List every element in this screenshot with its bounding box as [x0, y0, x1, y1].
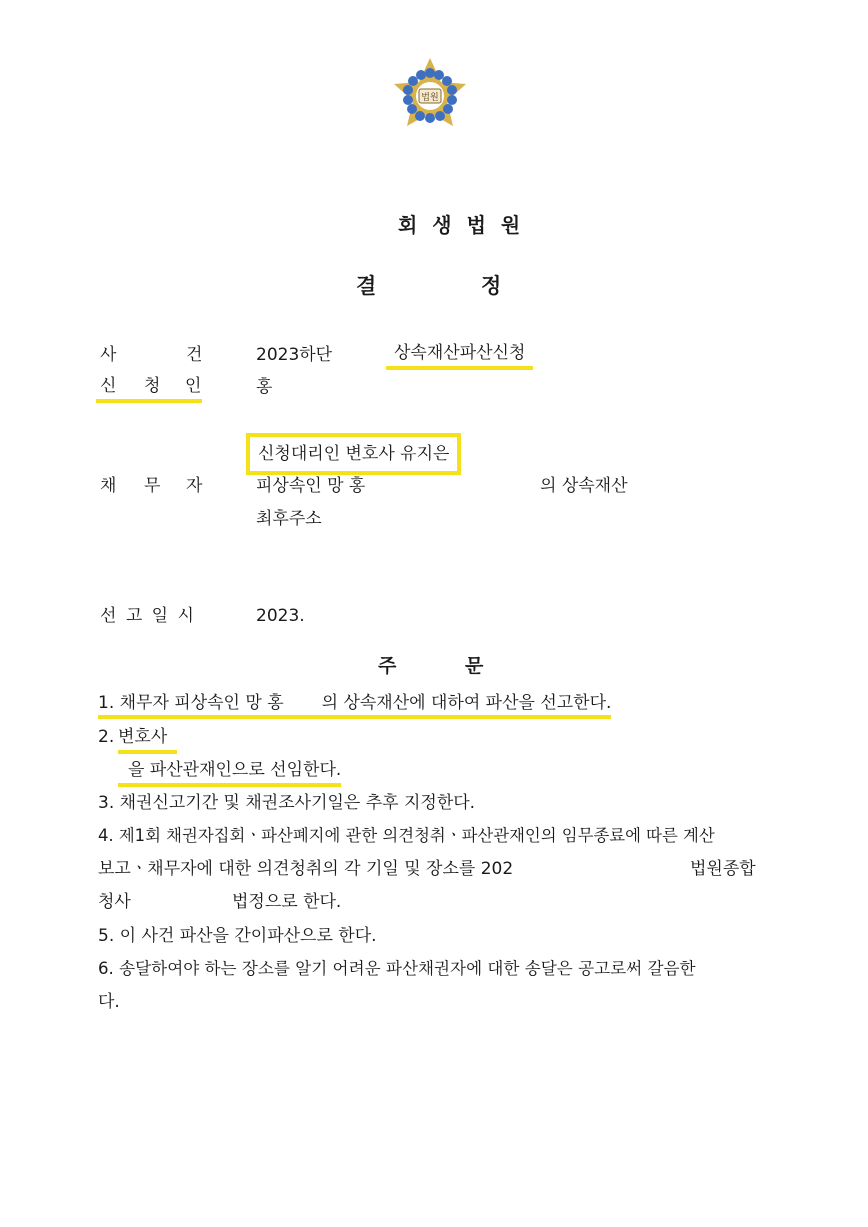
order-2-appointment: 을 파산관재인으로 선임한다.	[118, 759, 341, 787]
order-6-line1: 6. 송달하여야 하는 장소를 알기 어려운 파산채권자에 대한 송달은 공고로써 갈음한	[98, 959, 696, 978]
order-6-line2: 다.	[98, 992, 120, 1012]
agent-name: 신청대리인 변호사 유지은	[246, 433, 461, 475]
court-name: 회 생 법 원	[398, 213, 525, 237]
case-label-b: 건	[186, 345, 203, 365]
debtor-label-b: 무	[144, 476, 161, 496]
order-4-line1: 4. 제1회 채권자집회ㆍ파산폐지에 관한 의견청취ㆍ파산관재인의 임무종료에 따른 계산	[98, 826, 715, 845]
doc-type-first: 결	[356, 274, 377, 298]
applicant-label	[96, 375, 202, 403]
debtor-line1-suffix: 의 상속재산	[540, 476, 628, 496]
applicant-label-c: 인	[185, 376, 202, 396]
svg-text:법원: 법원	[421, 93, 439, 103]
debtor-label-a: 채	[100, 476, 117, 496]
order-title-a: 주	[378, 655, 397, 677]
order-4-line3-building: 청사	[98, 892, 131, 912]
case-name: 상속재산파산신청	[386, 342, 533, 370]
order-5: 5. 이 사건 파산을 간이파산으로 한다.	[98, 926, 377, 946]
order-1-head: 1. 채무자 피상속인 망 홍	[98, 693, 284, 713]
order-3: 3. 채권신고기간 및 채권조사기일은 추후 지정한다.	[98, 793, 476, 813]
order-title-b: 문	[465, 655, 484, 677]
order-4-line2: 보고ㆍ채무자에 대한 의견청취의 각 기일 및 장소를 202	[98, 859, 514, 879]
debtor-line1: 피상속인 망 홍	[256, 476, 366, 496]
case-number: 2023하단	[256, 345, 333, 365]
order-2-lawyer: 변호사	[118, 726, 177, 754]
case-label-a: 사	[100, 345, 117, 365]
applicant-label-a: 신	[100, 376, 117, 396]
order-2-num: 2.	[98, 727, 115, 747]
debtor-label-c: 자	[186, 476, 203, 496]
order-1	[98, 692, 611, 714]
doc-type-second: 정	[481, 274, 502, 298]
debtor-address-label: 최후주소	[256, 509, 322, 529]
order-1-tail: 의 상속재산에 대하여 파산을 선고한다.	[321, 693, 612, 713]
declaration-date: 2023.	[256, 606, 305, 626]
order-4-line3-courtroom: 법정으로 한다.	[232, 892, 342, 912]
order-4-line2-court: 법원종합	[690, 859, 756, 879]
declaration-label: 선 고 일 시	[100, 606, 196, 626]
order-1-highlight	[98, 693, 611, 719]
applicant-label-b: 청	[144, 376, 161, 396]
applicant-name: 홍	[256, 377, 273, 397]
court-seal-icon	[388, 56, 472, 136]
